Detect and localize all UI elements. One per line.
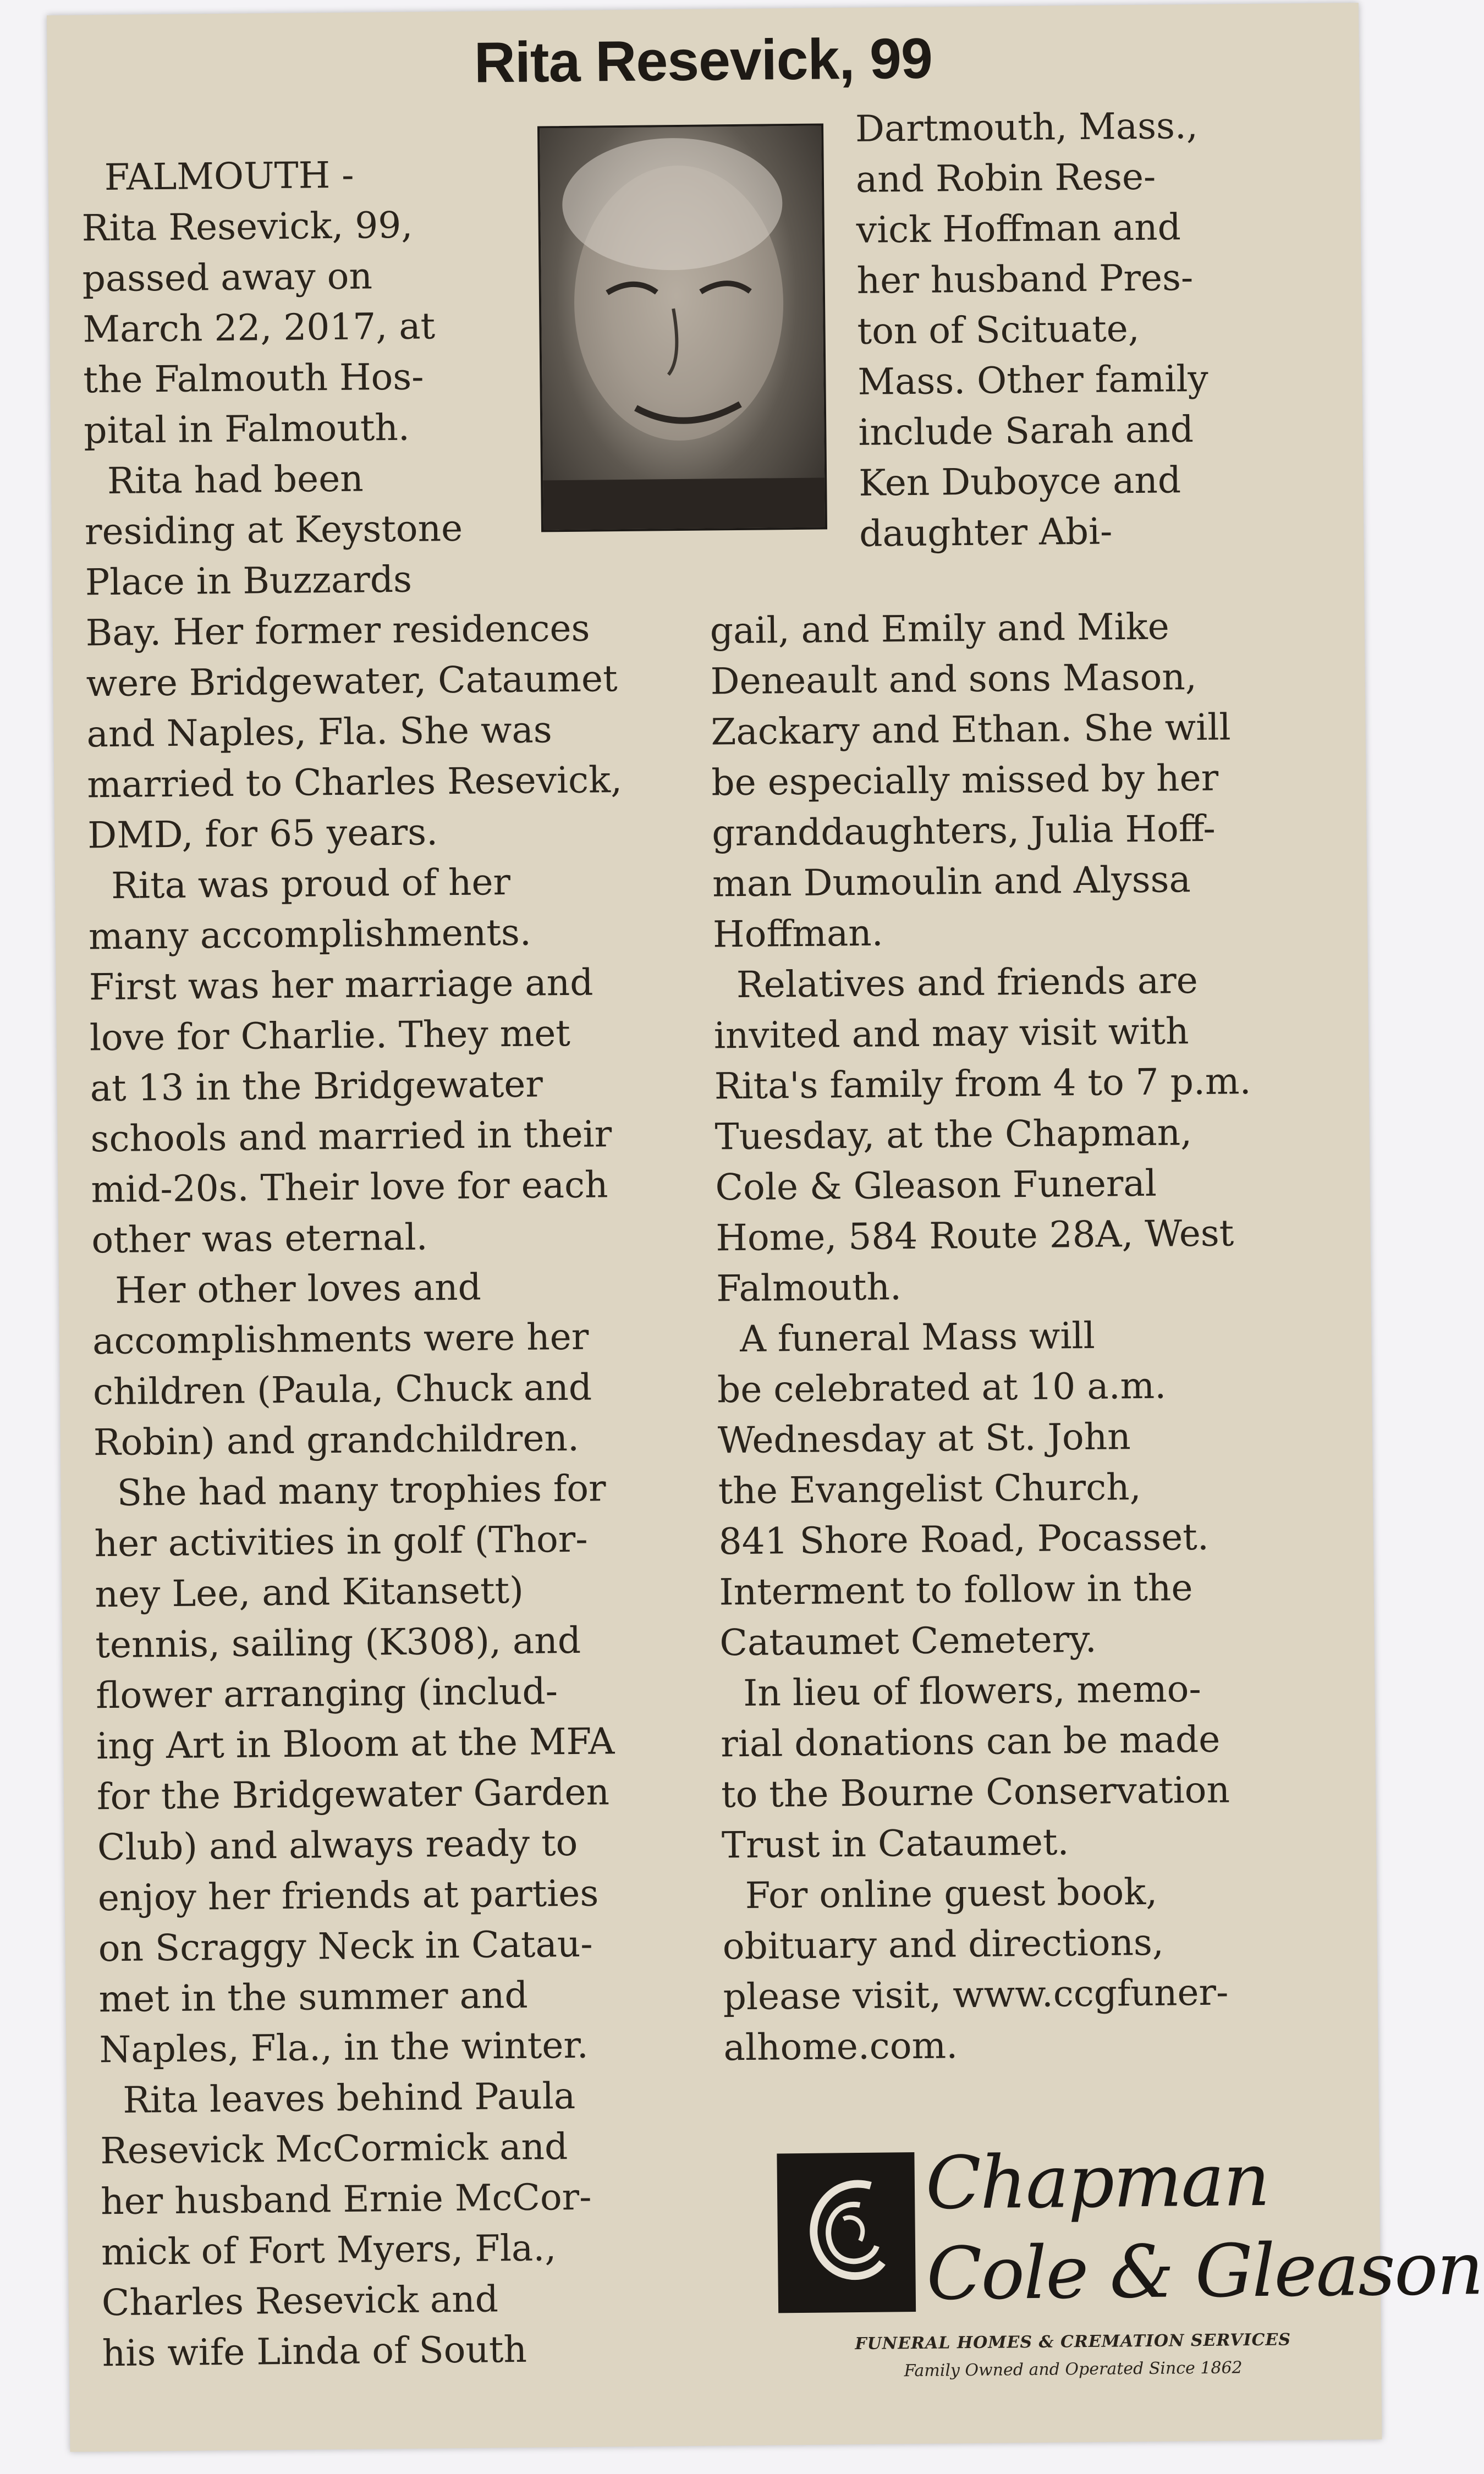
text-line: invited and may visit with xyxy=(713,1010,1189,1057)
text-line: Cataumet Cemetery. xyxy=(719,1618,1097,1664)
text-line: her activities in golf (Thor- xyxy=(94,1518,588,1565)
text-line: children (Paula, Chuck and xyxy=(92,1366,592,1414)
text-line: Place in Buzzards xyxy=(85,558,413,604)
text-line: passed away on xyxy=(82,255,373,300)
text-line: Zackary and Ethan. She will xyxy=(711,706,1231,754)
text-line: be celebrated at 10 a.m. xyxy=(717,1364,1167,1411)
text-line: Club) and always ready to xyxy=(97,1821,578,1869)
ccg-monogram-icon xyxy=(777,2152,916,2313)
text-line: his wife Linda of South xyxy=(102,2328,527,2375)
text-line: please visit, www.ccgfuner- xyxy=(723,1971,1229,2019)
left-column xyxy=(81,147,637,2379)
text-line: vick Hoffman and xyxy=(856,206,1181,251)
text-line: flower arranging (includ- xyxy=(95,1670,558,1717)
text-line: obituary and directions, xyxy=(722,1921,1164,1968)
text-line: schools and married in their xyxy=(90,1113,612,1161)
logo-name-line1: Chapman xyxy=(925,2137,1269,2226)
text-line: Falmouth. xyxy=(716,1266,902,1310)
text-line: Hoffman. xyxy=(712,911,884,956)
text-line: be especially missed by her xyxy=(711,756,1219,804)
text-line: man Dumoulin and Alyssa xyxy=(712,858,1191,905)
text-line: Robin) and grandchildren. xyxy=(93,1416,580,1464)
text-line: Deneault and sons Mason, xyxy=(710,655,1197,703)
text-line: rial donations can be made xyxy=(720,1718,1221,1766)
text-line: gail, and Emily and Mike xyxy=(710,605,1170,652)
text-line: Bay. Her former residences xyxy=(85,607,590,655)
text-line: Trust in Cataumet. xyxy=(721,1821,1069,1867)
text-line: enjoy her friends at parties xyxy=(97,1872,599,1920)
text-line: met in the summer and xyxy=(98,1973,529,2021)
text-line: DMD, for 65 years. xyxy=(87,811,438,857)
text-line: mid-20s. Their love for each xyxy=(91,1163,608,1211)
text-line: Tuesday, at the Chapman, xyxy=(714,1111,1192,1158)
text-line: pital in Falmouth. xyxy=(83,406,410,452)
text-line: Home, 584 Route 28A, West xyxy=(716,1212,1234,1260)
text-line: for the Bridgewater Garden xyxy=(96,1771,610,1818)
text-line: Resevick McCormick and xyxy=(100,2125,568,2173)
text-line: Dartmouth, Mass., xyxy=(855,104,1199,150)
text-line: and Robin Rese- xyxy=(855,155,1156,201)
text-line: Rita leaves behind Paula xyxy=(100,2074,576,2122)
text-line: Rita Resevick, 99, xyxy=(81,204,413,250)
logo-tagline: FUNERAL HOMES & CREMATION SERVICES xyxy=(855,2330,1291,2354)
text-line: include Sarah and xyxy=(858,408,1194,454)
right-column xyxy=(710,601,1260,2073)
text-line: many accomplishments. xyxy=(88,911,532,958)
text-line: on Scraggy Neck in Catau- xyxy=(98,1922,593,1970)
text-line: Naples, Fla., in the winter. xyxy=(99,2024,589,2071)
text-line: Relatives and friends are xyxy=(713,959,1199,1007)
funeral-home-logo xyxy=(777,2137,1483,2401)
text-line: Ken Duboyce and xyxy=(858,459,1181,504)
obituary-headline: Rita Resevick, 99 xyxy=(474,26,933,95)
text-line: her husband Pres- xyxy=(856,256,1194,302)
text-line: accomplishments were her xyxy=(92,1315,589,1363)
text-line: First was her marriage and xyxy=(89,961,593,1009)
text-line: 841 Shore Road, Pocasset. xyxy=(718,1515,1210,1563)
text-line: In lieu of flowers, memo- xyxy=(719,1667,1202,1715)
text-line: mick of Fort Myers, Fla., xyxy=(101,2226,557,2274)
text-line: ton of Scituate, xyxy=(857,307,1140,353)
text-line: the Evangelist Church, xyxy=(718,1466,1141,1513)
text-line: She had many trophies for xyxy=(94,1467,606,1515)
text-line: ney Lee, and Kitansett) xyxy=(95,1569,524,1616)
text-line: residing at Keystone xyxy=(84,507,463,553)
text-line: Mass. Other family xyxy=(858,357,1209,403)
text-line: March 22, 2017, at xyxy=(83,305,436,351)
text-line: to the Bourne Conservation xyxy=(721,1768,1230,1816)
text-line: Rita had been xyxy=(84,457,364,503)
text-line: were Bridgewater, Cataumet xyxy=(86,657,618,705)
text-line: other was eternal. xyxy=(91,1216,428,1262)
text-line: FALMOUTH - xyxy=(81,153,354,199)
text-line: the Falmouth Hos- xyxy=(83,355,424,402)
text-line: Rita's family from 4 to 7 p.m. xyxy=(714,1060,1251,1108)
text-line: Cole & Gleason Funeral xyxy=(715,1162,1157,1209)
text-line: For online guest book, xyxy=(722,1870,1158,1917)
right-column-top xyxy=(855,101,1210,559)
text-line: love for Charlie. They met xyxy=(89,1011,571,1059)
logo-name-line2: Cole & Gleason xyxy=(926,2226,1483,2317)
text-line: Rita was proud of her xyxy=(87,860,511,908)
text-line: granddaughters, Julia Hoff- xyxy=(711,807,1216,855)
text-line: Charles Resevick and xyxy=(101,2278,499,2324)
text-line: A funeral Mass will xyxy=(716,1314,1096,1361)
text-line: Interment to follow in the xyxy=(719,1566,1193,1614)
text-line: married to Charles Resevick, xyxy=(87,758,623,806)
text-line: ing Art in Bloom at the MFA xyxy=(96,1720,615,1768)
text-line: alhome.com. xyxy=(723,2024,958,2069)
text-line: and Naples, Fla. She was xyxy=(86,708,552,756)
obituary-clipping xyxy=(47,3,1483,2452)
text-line: daughter Abi- xyxy=(859,510,1113,555)
text-line: at 13 in the Bridgewater xyxy=(90,1063,543,1110)
text-line: Wednesday at St. John xyxy=(717,1415,1131,1462)
text-line: tennis, sailing (K308), and xyxy=(95,1619,581,1667)
text-line: her husband Ernie McCor- xyxy=(100,2175,592,2223)
logo-subline: Family Owned and Operated Since 1862 xyxy=(904,2358,1243,2381)
text-line: Her other loves and xyxy=(91,1266,482,1312)
